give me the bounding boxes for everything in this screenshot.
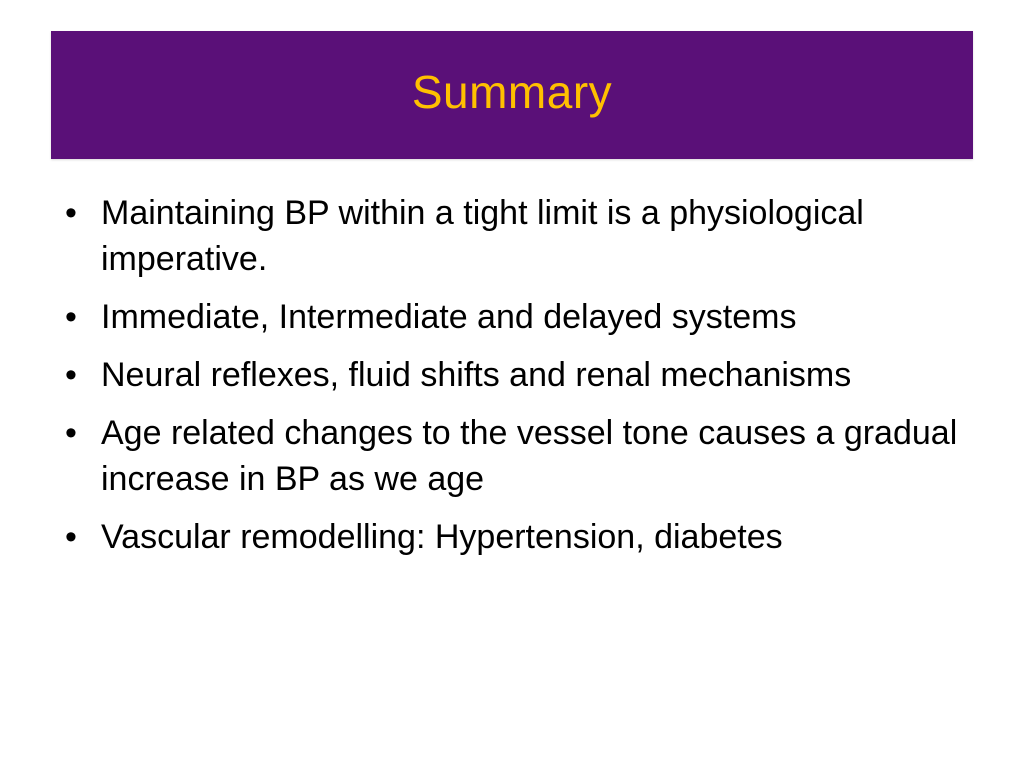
bullet-item [60, 410, 970, 502]
bullet-text: Maintaining BP within a tight limit is a physiological imperative. [101, 194, 864, 278]
bullet-text: Age related changes to the vessel tone causes a gradual increase in BP as we age [101, 414, 958, 498]
bullet-icon: • [65, 298, 77, 336]
bullet-item [60, 294, 970, 340]
bullet-icon: • [65, 414, 77, 452]
bullet-text: Immediate, Intermediate and delayed systems [101, 298, 797, 336]
bullet-item [60, 514, 970, 560]
bullet-icon: • [65, 518, 77, 556]
bullet-icon: • [65, 194, 77, 232]
bullet-text: Vascular remodelling: Hypertension, diabetes [101, 518, 783, 556]
bullet-text: Neural reflexes, fluid shifts and renal mechanisms [101, 356, 852, 394]
bullet-list [60, 190, 970, 572]
slide-title: Summary [411, 66, 613, 118]
bullet-item [60, 190, 970, 282]
bullet-item [60, 352, 970, 398]
bullet-icon: • [65, 356, 77, 394]
title-banner [51, 31, 973, 159]
